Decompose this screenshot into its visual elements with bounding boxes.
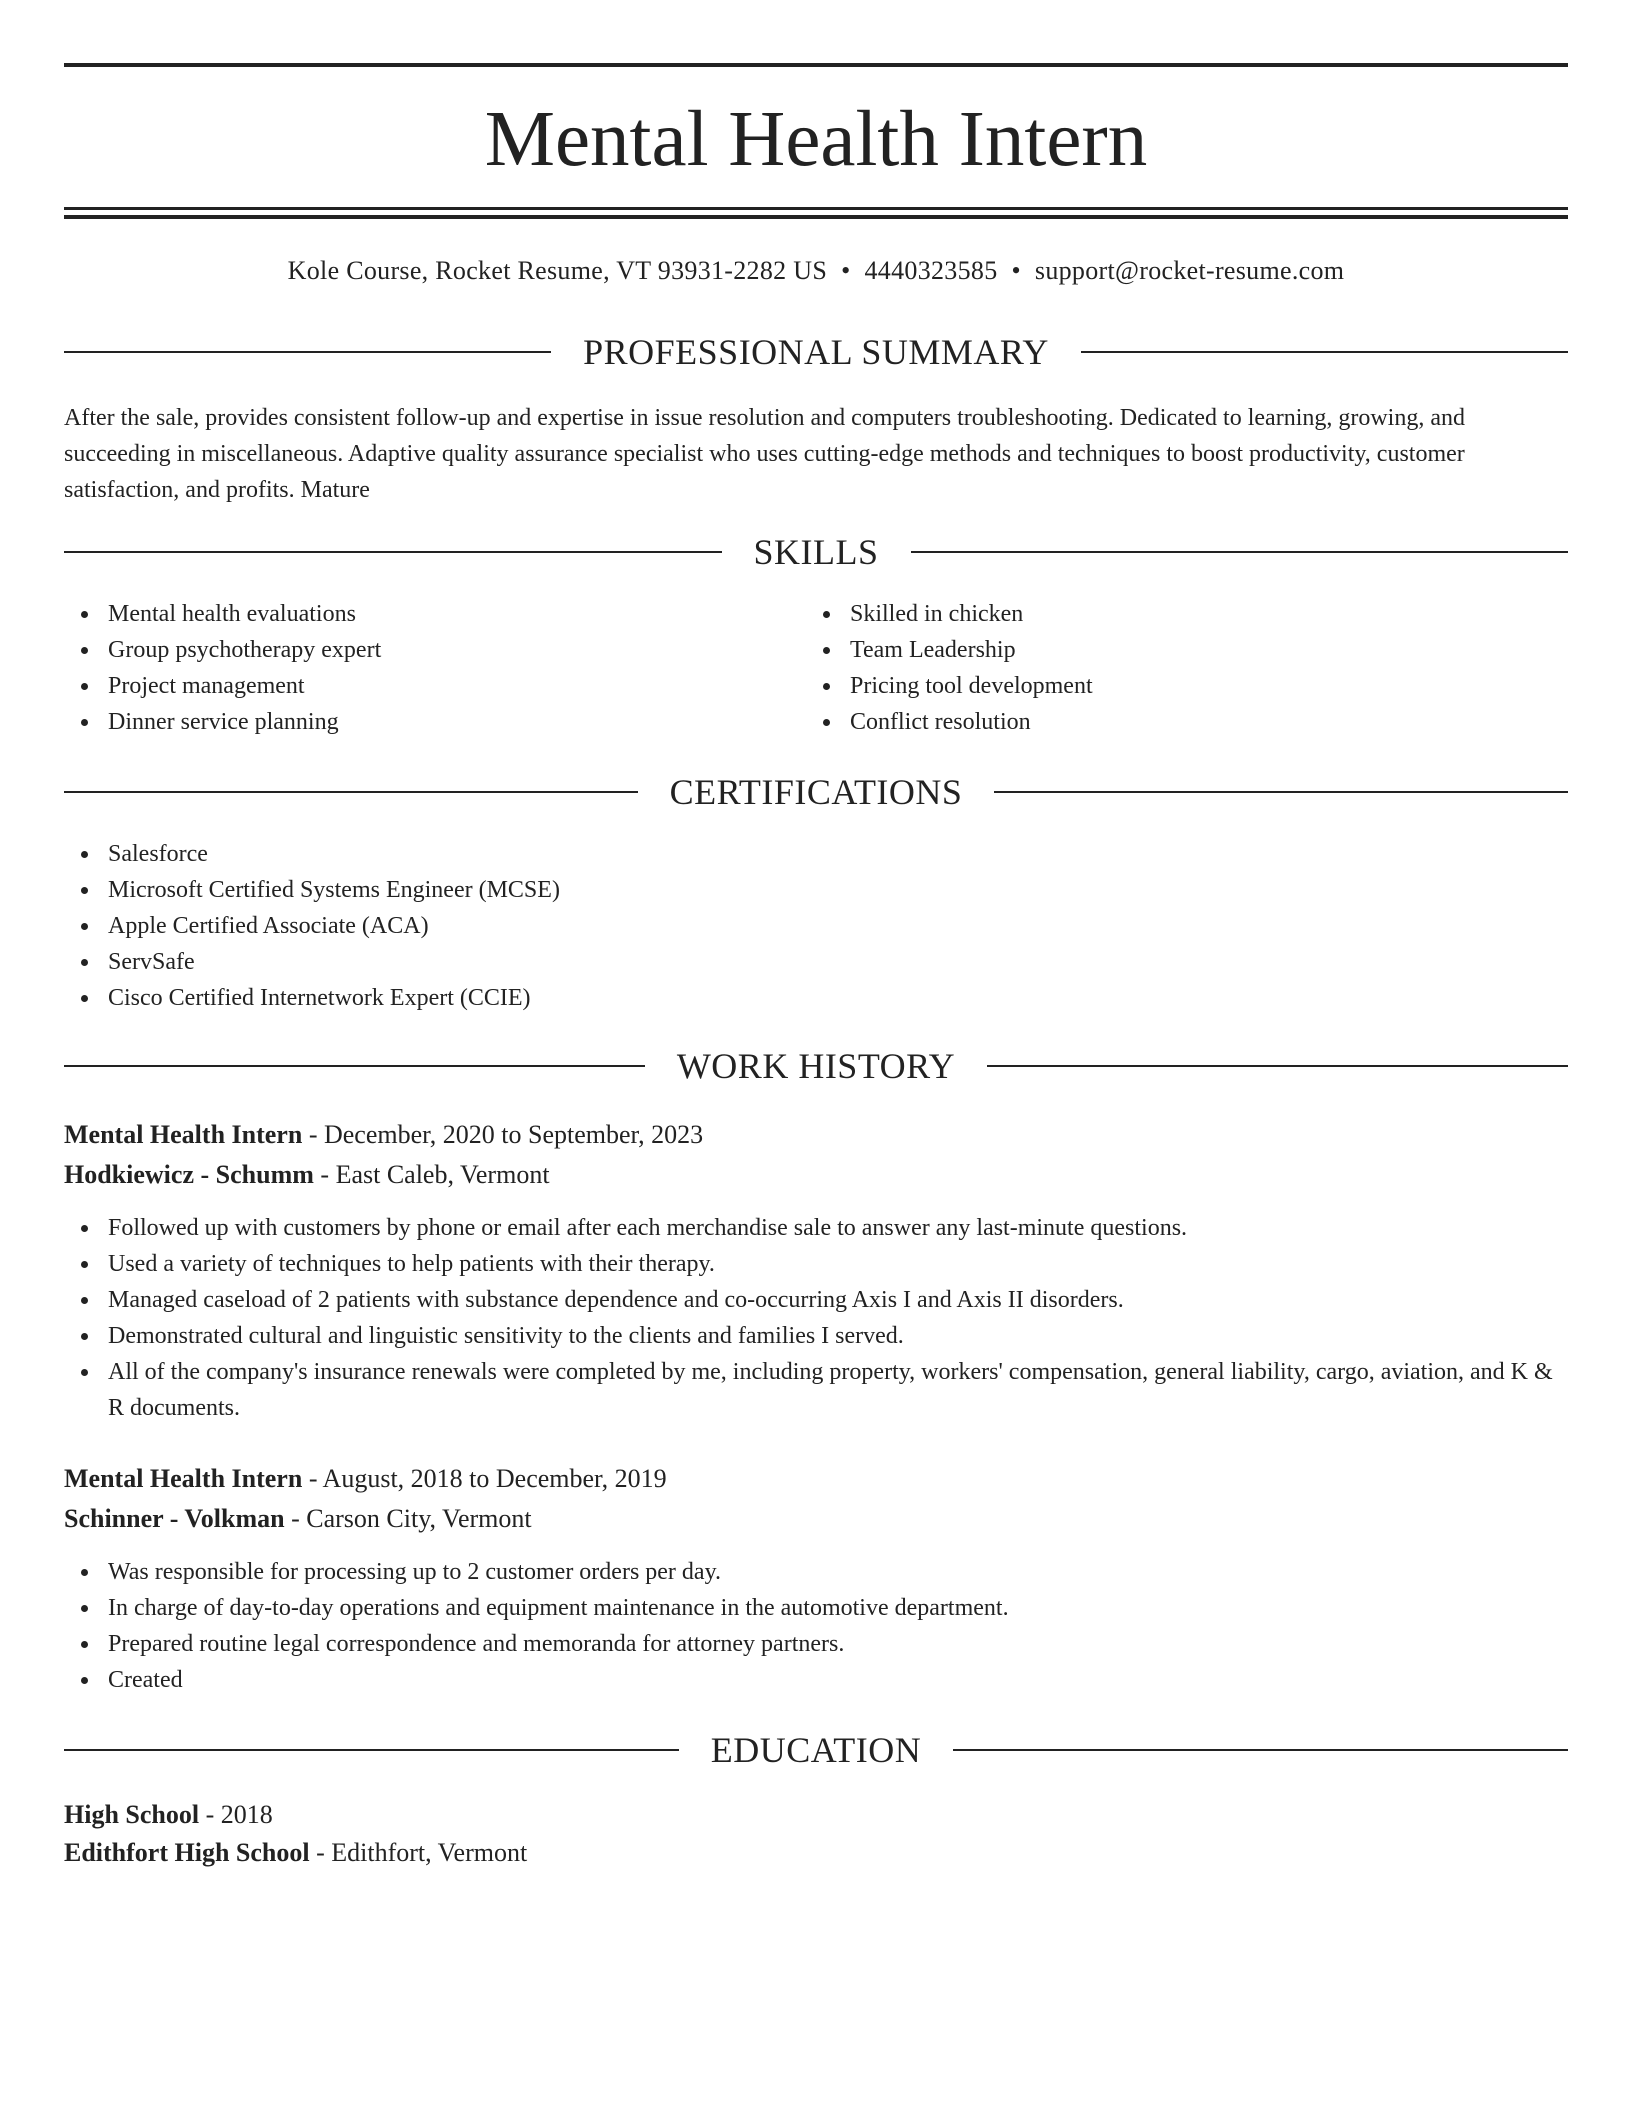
skills-list-left bbox=[64, 596, 764, 740]
double-rule-upper bbox=[64, 207, 1568, 210]
education-degree: High School bbox=[64, 1800, 200, 1829]
job-bullet: Followed up with customers by phone or email after each merchandise sale to answer any last-minute questions. bbox=[64, 1210, 1568, 1246]
certification-item: Salesforce bbox=[64, 836, 1568, 872]
section-rule-left bbox=[64, 791, 638, 793]
skill-item: Conflict resolution bbox=[806, 704, 1506, 740]
double-rule-lower bbox=[64, 215, 1568, 219]
top-rule bbox=[64, 63, 1568, 67]
job-company-line bbox=[64, 1500, 532, 1538]
skill-item: Skilled in chicken bbox=[806, 596, 1506, 632]
job-bullet: Demonstrated cultural and linguistic sensitivity to the clients and families I served. bbox=[64, 1318, 1568, 1354]
job-dates: December, 2020 to September, 2023 bbox=[323, 1120, 704, 1149]
text-separator: - bbox=[309, 1838, 332, 1867]
skill-item: Team Leadership bbox=[806, 632, 1506, 668]
section-rule-left bbox=[64, 351, 551, 353]
text-separator: - bbox=[302, 1120, 324, 1149]
text-separator: - bbox=[284, 1504, 307, 1533]
certification-item: ServSafe bbox=[64, 944, 1568, 980]
summary-text: After the sale, provides consistent follow-up and expertise in issue resolution and computers troubleshooting. Dedicated to learning, growing, and succeeding in miscellaneous. Adaptive quality assurance specialist who uses cutting-edge methods and techniques to boost productivity, customer satisfaction, and profits. Mature bbox=[64, 405, 1465, 503]
text-separator: - bbox=[313, 1160, 336, 1189]
job-bullet: In charge of day-to-day operations and equipment maintenance in the automotive department. bbox=[64, 1590, 1568, 1626]
section-title-skills: SKILLS bbox=[753, 532, 879, 572]
job-bullet: Was responsible for processing up to 2 customer orders per day. bbox=[64, 1554, 1568, 1590]
job-bullet: Used a variety of techniques to help patients with their therapy. bbox=[64, 1246, 1568, 1282]
section-title-education: EDUCATION bbox=[710, 1730, 922, 1770]
contact-separator: • bbox=[1011, 256, 1021, 285]
skill-item: Group psychotherapy expert bbox=[64, 632, 764, 668]
contact-line bbox=[64, 253, 1568, 289]
job-bullets bbox=[64, 1210, 1568, 1426]
section-title-summary: PROFESSIONAL SUMMARY bbox=[583, 332, 1049, 372]
job-bullet: Managed caseload of 2 patients with substance dependence and co-occurring Axis I and Axis II disorders. bbox=[64, 1282, 1568, 1318]
text-separator: - bbox=[302, 1464, 323, 1493]
education-school: Edithfort High School bbox=[64, 1838, 310, 1867]
education-year: 2018 bbox=[220, 1800, 273, 1829]
section-header-skills bbox=[64, 530, 1568, 574]
job-title-line bbox=[64, 1116, 703, 1154]
job-bullet: All of the company's insurance renewals were completed by me, including property, workers' compensation, general liability, cargo, aviation, and K & R documents. bbox=[64, 1354, 1568, 1426]
job-dates: August, 2018 to December, 2019 bbox=[322, 1464, 667, 1493]
section-rule-right bbox=[911, 551, 1569, 553]
skill-item: Pricing tool development bbox=[806, 668, 1506, 704]
skill-item: Mental health evaluations bbox=[64, 596, 764, 632]
contact-phone: 4440323585 bbox=[864, 256, 998, 285]
section-title-work-history: WORK HISTORY bbox=[676, 1046, 956, 1086]
section-header-education bbox=[64, 1728, 1568, 1772]
section-header-summary bbox=[64, 330, 1568, 374]
contact-email: support@rocket-resume.com bbox=[1034, 256, 1345, 285]
education-location: Edithfort, Vermont bbox=[331, 1838, 528, 1867]
section-title-certifications: CERTIFICATIONS bbox=[669, 772, 963, 812]
section-rule-right bbox=[1081, 351, 1568, 353]
skill-item: Dinner service planning bbox=[64, 704, 764, 740]
resume-title: Mental Health Intern bbox=[484, 96, 1148, 183]
job-title: Mental Health Intern bbox=[64, 1464, 303, 1493]
contact-address: Kole Course, Rocket Resume, VT 93931-2282 US bbox=[287, 256, 828, 285]
section-rule-left bbox=[64, 1065, 645, 1067]
skill-item: Project management bbox=[64, 668, 764, 704]
certification-item: Microsoft Certified Systems Engineer (MCSE) bbox=[64, 872, 1568, 908]
contact-separator: • bbox=[841, 256, 851, 285]
job-company-line bbox=[64, 1156, 550, 1194]
text-separator: - bbox=[199, 1800, 221, 1829]
section-rule-right bbox=[994, 791, 1568, 793]
section-header-certifications bbox=[64, 770, 1568, 814]
section-rule-left bbox=[64, 1749, 679, 1751]
job-bullet: Created bbox=[64, 1662, 1568, 1698]
job-company: Hodkiewicz - Schumm bbox=[64, 1160, 314, 1189]
section-rule-right bbox=[987, 1065, 1568, 1067]
section-rule-right bbox=[953, 1749, 1568, 1751]
job-company: Schinner - Volkman bbox=[64, 1504, 285, 1533]
certifications-list bbox=[64, 836, 1568, 1016]
certification-item: Apple Certified Associate (ACA) bbox=[64, 908, 1568, 944]
section-header-work-history bbox=[64, 1044, 1568, 1088]
skills-list-right bbox=[806, 596, 1506, 740]
job-bullets bbox=[64, 1554, 1568, 1698]
job-bullet: Prepared routine legal correspondence and memoranda for attorney partners. bbox=[64, 1626, 1568, 1662]
education-degree-line bbox=[64, 1796, 273, 1834]
job-title: Mental Health Intern bbox=[64, 1120, 303, 1149]
job-location: Carson City, Vermont bbox=[306, 1504, 532, 1533]
job-title-line bbox=[64, 1460, 667, 1498]
job-location: East Caleb, Vermont bbox=[335, 1160, 550, 1189]
section-rule-left bbox=[64, 551, 722, 553]
education-school-line bbox=[64, 1834, 527, 1872]
certification-item: Cisco Certified Internetwork Expert (CCIE) bbox=[64, 980, 1568, 1016]
